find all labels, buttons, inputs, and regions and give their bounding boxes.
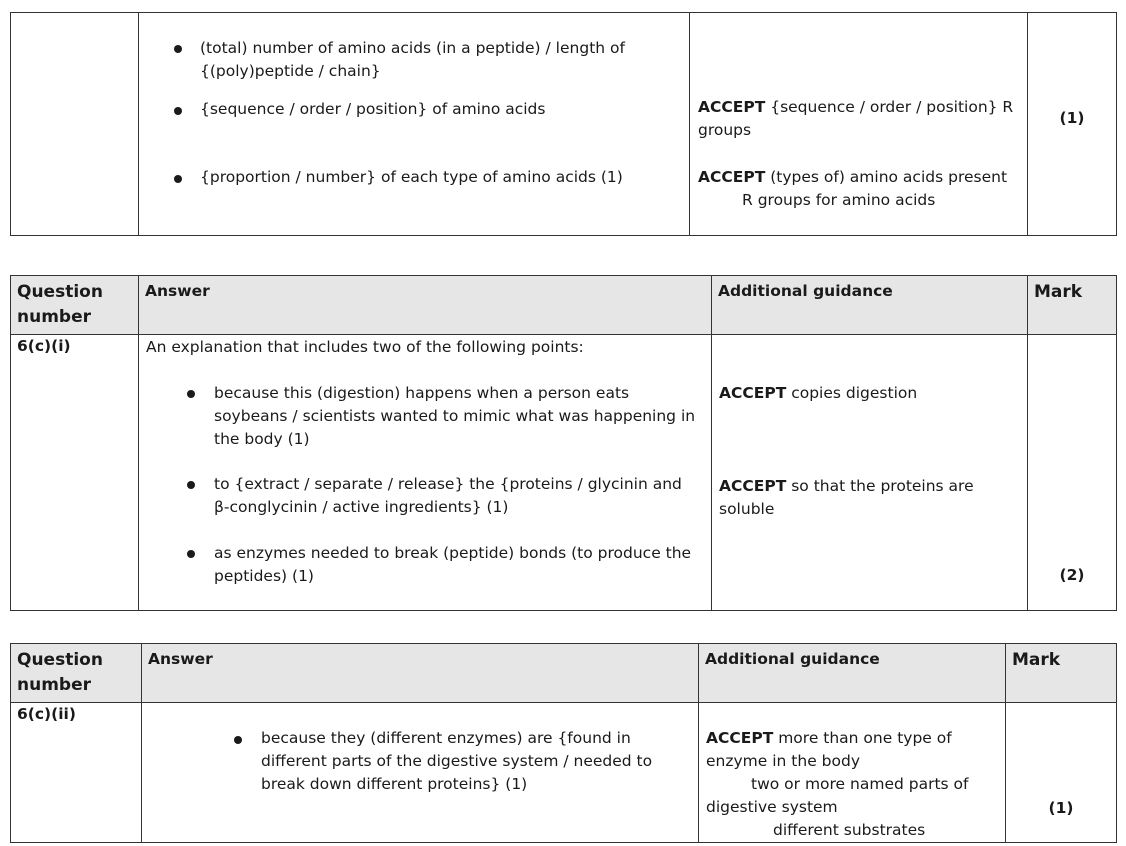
answer-point-2: {sequence / order / position} of amino acids: [200, 100, 546, 118]
header-question-number: Question number: [11, 644, 142, 703]
answer-point-1: because this (digestion) happens when a person eats soybeans / scientists wanted to mimic what was happening in the body (1): [214, 384, 696, 448]
header-question-number: Question number: [11, 276, 139, 335]
answer-point-1: (total) number of amino acids (in a peptide) / length of {(poly)peptide / chain}: [200, 39, 625, 80]
header-answer: Answer: [139, 276, 712, 335]
mark-value: (2): [1059, 566, 1085, 584]
mark-cell: [1028, 335, 1117, 611]
question-number: 6(c)(ii): [11, 703, 142, 843]
header-guidance: Additional guidance: [699, 644, 1006, 703]
bullet-icon: [174, 175, 182, 183]
question-number-cell: [11, 13, 139, 236]
mark-cell: [1028, 13, 1117, 236]
mark-scheme-table-continuation: [10, 12, 1117, 236]
header-guidance: Additional guidance: [712, 276, 1028, 335]
answer-cell: [139, 13, 690, 236]
guidance-accept-1: ACCEPT copies digestion: [719, 384, 918, 402]
header-mark: Mark: [1006, 644, 1117, 703]
bullet-icon: [187, 481, 195, 489]
question-number: 6(c)(i): [11, 335, 139, 611]
header-mark: Mark: [1028, 276, 1117, 335]
guidance-cell: [699, 703, 1006, 843]
bullet-icon: [187, 550, 195, 558]
guidance-accept-1: ACCEPT {sequence / order / position} R groups: [698, 98, 1014, 139]
guidance-accept-1: ACCEPT more than one type of enzyme in the body two or more named parts of digestive system different substrates: [706, 729, 969, 839]
answer-point-3: {proportion / number} of each type of amino acids (1): [200, 168, 623, 186]
bullet-icon: [234, 736, 242, 744]
bullet-icon: [187, 390, 195, 398]
answer-cell: [142, 703, 699, 843]
mark-value: (1): [1048, 799, 1074, 817]
answer-point-1: because they (different enzymes) are {found in different parts of the digestive system / needed to break down different proteins} (1): [261, 729, 653, 793]
mark-scheme-table-6ci: [10, 275, 1117, 611]
mark-value: (1): [1059, 109, 1085, 127]
guidance-accept-2: ACCEPT so that the proteins are soluble: [719, 477, 974, 518]
bullet-icon: [174, 107, 182, 115]
mark-scheme-table-6cii: [10, 643, 1117, 843]
header-answer: Answer: [142, 644, 699, 703]
answer-cell: [139, 335, 712, 611]
bullet-icon: [174, 45, 182, 53]
answer-point-3: as enzymes needed to break (peptide) bonds (to produce the peptides) (1): [214, 544, 692, 585]
mark-cell: [1006, 703, 1117, 843]
guidance-cell: [712, 335, 1028, 611]
guidance-cell: [690, 13, 1028, 236]
guidance-accept-2: ACCEPT (types of) amino acids present R groups for amino acids: [698, 168, 1008, 209]
answer-point-2: to {extract / separate / release} the {proteins / glycinin and β-conglycinin / active ingredients} (1): [214, 475, 682, 516]
answer-intro: An explanation that includes two of the following points:: [146, 338, 584, 356]
